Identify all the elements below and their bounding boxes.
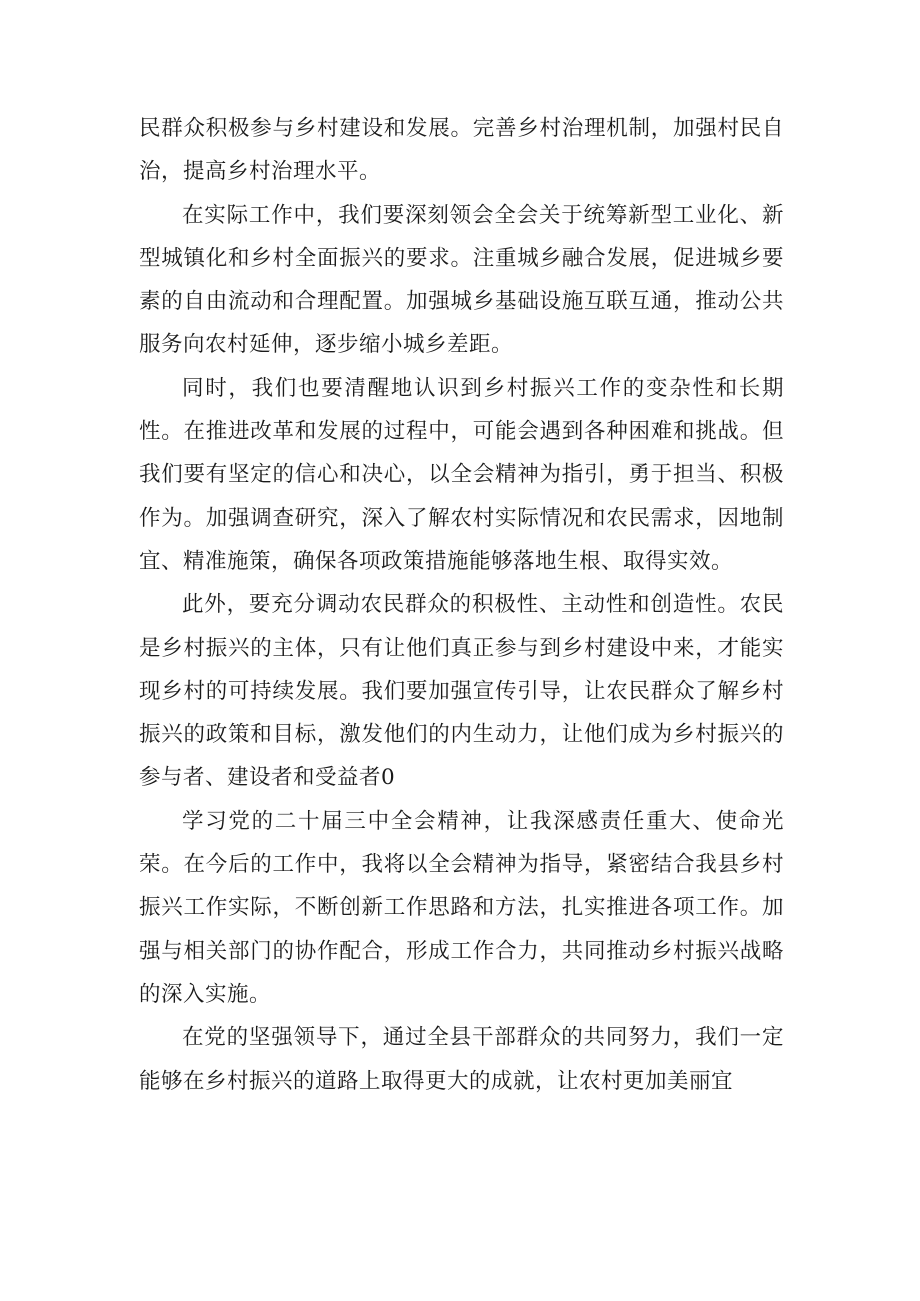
paragraph: 在实际工作中，我们要深刻领会全会关于统筹新型工业化、新型城镇化和乡村全面振兴的要求。注重城乡融合发展，促进城乡要素的自由流动和合理配置。加强城乡基础设施互联互通，推动公共服务向农村延伸，逐步缩小城乡差距。 [139, 202, 784, 358]
paragraph-continued: 民群众积极参与乡村建设和发展。完善乡村治理机制，加强村民自治，提高乡村治理水平。 [139, 116, 784, 185]
paragraph: 此外，要充分调动农民群众的积极性、主动性和创造性。农民是乡村振兴的主体，只有让他们真正参与到乡村建设中来，才能实现乡村的可持续发展。我们要加强宣传引导，让农民群众了解乡村振兴的政策和目标，激发他们的内生动力，让他们成为乡村振兴的参与者、建设者和受益者0 [139, 592, 784, 791]
paragraph: 同时，我们也要清醒地认识到乡村振兴工作的变杂性和长期性。在推进改革和发展的过程中，可能会遇到各种困难和挑战。但我们要有坚定的信心和决心，以全会精神为指引，勇于担当、积极作为。加强调查研究，深入了解农村实际情况和农民需求，因地制宜、精准施策，确保各项政策措施能够落地生根、取得实效。 [139, 375, 784, 574]
paragraph: 在党的坚强领导下，通过全县干部群众的共同努力，我们一定能够在乡村振兴的道路上取得更大的成就，让农村更加美丽宜 [139, 1025, 784, 1094]
paragraph: 学习党的二十届三中全会精神，让我深感责任重大、使命光荣。在今后的工作中，我将以全会精神为指导，紧密结合我县乡村振兴工作实际，不断创新工作思路和方法，扎实推进各项工作。加强与相关部门的协作配合，形成工作合力，共同推动乡村振兴战略的深入实施。 [139, 808, 784, 1007]
document-body [139, 107, 784, 1103]
